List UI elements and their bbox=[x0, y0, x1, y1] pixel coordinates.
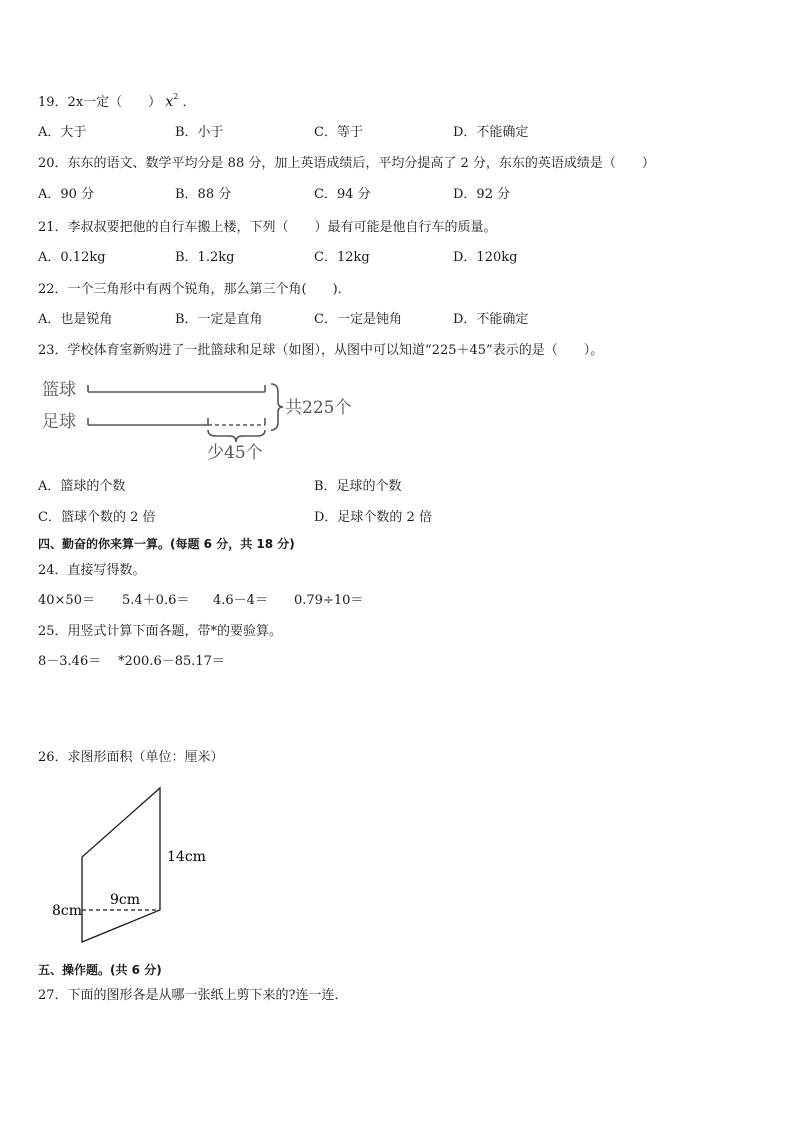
q24-item-1: 40×50＝ bbox=[38, 593, 95, 608]
section-4-title: 四、勤奋的你来算一算。(每题 6 分，共 18 分) bbox=[38, 537, 295, 551]
less-label: 少45个 bbox=[207, 443, 263, 463]
q24-item-3: 4.6－4＝ bbox=[213, 593, 268, 608]
q25-item-1: 8－3.46＝ bbox=[38, 654, 102, 669]
q23-option-a: A．篮球的个数 bbox=[38, 479, 126, 494]
q25-item-2: *200.6－85.17＝ bbox=[118, 654, 225, 669]
q22-option-a: A．也是锐角 bbox=[38, 312, 113, 327]
q20-option-c: C．94 分 bbox=[314, 187, 371, 202]
question-19 bbox=[38, 89, 195, 111]
q21-option-d: D．120kg bbox=[453, 250, 518, 265]
question-26-stem: 26．求图形面积（单位：厘米） bbox=[38, 750, 224, 765]
q21-option-a: A．0.12kg bbox=[38, 250, 106, 265]
trapezoid-shape bbox=[82, 788, 160, 942]
q22-option-b: B．一定是直角 bbox=[175, 312, 263, 327]
question-27-stem: 27．下面的图形各是从哪一张纸上剪下来的?连一连． bbox=[38, 988, 348, 1003]
label-basketball: 篮球 bbox=[42, 380, 76, 400]
q19-option-b: B．小于 bbox=[175, 125, 224, 140]
q22-option-d: D．不能确定 bbox=[453, 312, 529, 327]
total-brace bbox=[271, 384, 283, 430]
ball-line-diagram bbox=[38, 372, 368, 467]
label-14cm: 14cm bbox=[167, 849, 206, 865]
q20-option-b: B．88 分 bbox=[175, 187, 232, 202]
question-21-stem: 21．李叔叔要把他的自行车搬上楼，下列（ ）最有可能是他自行车的质量。 bbox=[38, 220, 497, 235]
q23-option-c: C．篮球个数的 2 倍 bbox=[38, 510, 156, 525]
question-19-stem: 19．2x一定（ ） bbox=[38, 95, 162, 110]
question-20-stem: 20．东东的语文、数学平均分是 88 分，加上英语成绩后，平均分提高了 2 分，东东的英语成绩是（ ） bbox=[38, 156, 655, 171]
question-25-stem: 25．用竖式计算下面各题，带*的要验算。 bbox=[38, 624, 283, 639]
question-22-stem: 22．一个三角形中有两个锐角，那么第三个角( )． bbox=[38, 282, 351, 297]
q19-option-c: C．等于 bbox=[314, 125, 363, 140]
label-8cm: 8cm bbox=[52, 903, 83, 919]
q20-option-a: A．90 分 bbox=[38, 187, 95, 202]
football-segment bbox=[88, 418, 265, 425]
less-brace bbox=[208, 430, 265, 442]
basketball-segment bbox=[88, 385, 265, 392]
question-19-tail: ． bbox=[182, 95, 196, 110]
q23-option-d: D．足球个数的 2 倍 bbox=[314, 510, 432, 525]
label-football: 足球 bbox=[42, 412, 76, 432]
question-19-exponent: 2 bbox=[173, 92, 179, 101]
total-label: 共225个 bbox=[285, 398, 352, 418]
question-24-stem: 24．直接写得数。 bbox=[38, 563, 146, 578]
trapezoid-figure bbox=[40, 780, 240, 950]
q21-option-b: B．1.2kg bbox=[175, 250, 235, 265]
question-23-stem: 23．学校体育室新购进了一批篮球和足球（如图），从图中可以知道“225＋45”表示的是（ ）。 bbox=[38, 343, 604, 358]
question-19-variable: x bbox=[165, 94, 174, 110]
q21-option-c: C．12kg bbox=[314, 250, 370, 265]
q20-option-d: D．92 分 bbox=[453, 187, 511, 202]
section-5-title: 五、操作题。(共 6 分) bbox=[38, 963, 162, 977]
label-9cm: 9cm bbox=[110, 892, 141, 908]
q19-option-d: D．不能确定 bbox=[453, 125, 529, 140]
q24-item-4: 0.79÷10＝ bbox=[294, 593, 364, 608]
q23-option-b: B．足球的个数 bbox=[314, 479, 402, 494]
q24-item-2: 5.4＋0.6＝ bbox=[122, 593, 190, 608]
q19-option-a: A．大于 bbox=[38, 125, 87, 140]
q22-option-c: C．一定是钝角 bbox=[314, 312, 402, 327]
